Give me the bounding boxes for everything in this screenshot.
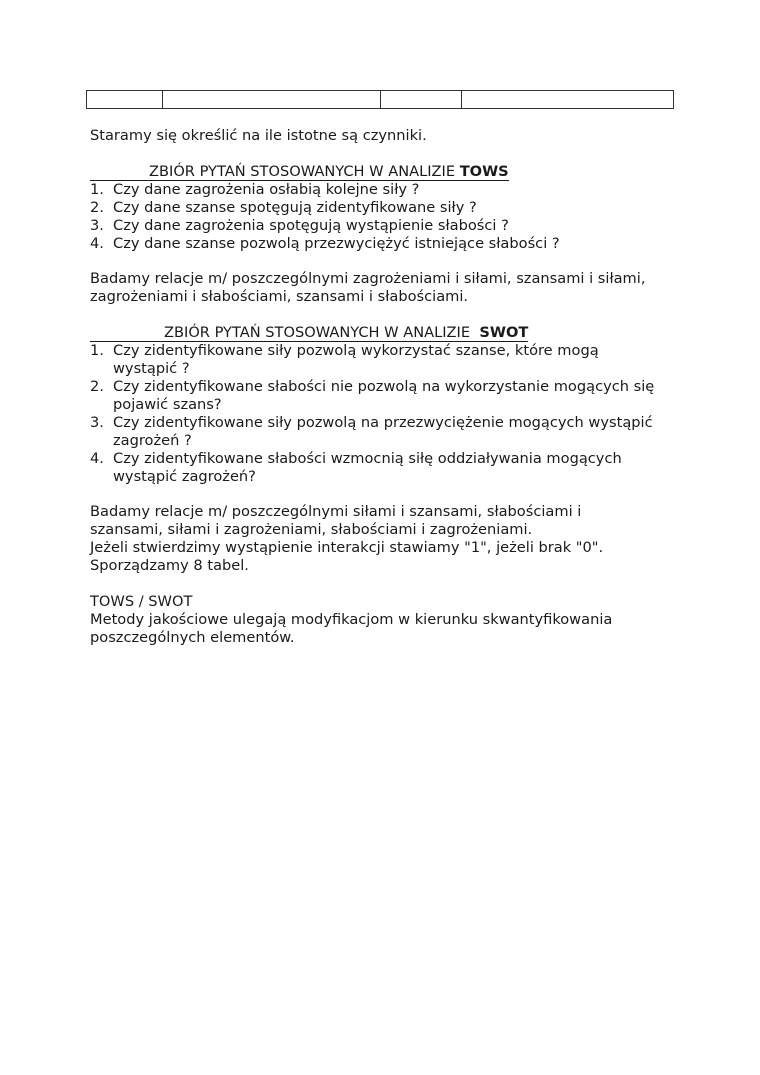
swot-tables: Sporządzamy 8 tabel. <box>90 557 249 574</box>
swot-heading-bold: SWOT <box>479 323 529 341</box>
swot-heading <box>90 324 690 342</box>
swot-note: Badamy relacje m/ poszczególnymi siłami i szansami, słabościami i szansami, siłami i zagrożeniami, słabościami i zagrożeniami. <box>90 503 582 538</box>
table-cell <box>87 91 163 109</box>
list-item: 1. Czy dane zagrożenia osłabią kolejne siły ? <box>90 180 420 198</box>
table-cell <box>381 91 462 109</box>
tows-heading-text: ZBIÓR PYTAŃ STOSOWANYCH W ANALIZIE <box>149 162 460 180</box>
document-body <box>90 127 690 647</box>
table-cell <box>163 91 381 109</box>
list-item: 2. Czy dane szanse spotęgują zidentyfikowane siły ? <box>90 198 477 216</box>
list-item: 4. Czy dane szanse pozwolą przezwyciężyć istniejące słabości ? <box>90 234 560 252</box>
tows-heading-bold: TOWS <box>459 162 509 180</box>
table-cell <box>462 91 674 109</box>
list-item: 4. Czy zidentyfikowane słabości wzmocnią siłę oddziaływania mogących wystąpić zagrożeń? <box>90 449 622 485</box>
swot-rule: Jeżeli stwierdzimy wystąpienie interakcji stawiamy "1", jeżeli brak "0". <box>90 539 604 556</box>
list-item: 3. Czy zidentyfikowane siły pozwolą na przezwyciężenie mogących wystąpić zagrożeń ? <box>90 413 653 449</box>
swot-heading-text: ZBIÓR PYTAŃ STOSOWANYCH W ANALIZIE <box>164 323 480 341</box>
list-item: 1. Czy zidentyfikowane siły pozwolą wykorzystać szanse, które mogą wystąpić ? <box>90 341 599 377</box>
tows-heading <box>90 163 690 181</box>
list-item: 3. Czy dane zagrożenia spotęgują wystąpienie słabości ? <box>90 216 509 234</box>
empty-table-row <box>86 90 674 109</box>
tows-note: Badamy relacje m/ poszczególnymi zagrożeniami i siłami, szansami i siłami, zagrożeniami i słabościami, szansami i słabościami. <box>90 270 646 305</box>
closing-title: TOWS / SWOT <box>90 592 193 610</box>
intro-text: Staramy się określić na ile istotne są czynniki. <box>90 127 427 144</box>
swot-question-list <box>90 342 665 486</box>
tows-question-list <box>90 181 690 253</box>
list-item: 2. Czy zidentyfikowane słabości nie pozwolą na wykorzystanie mogących się pojawić szans? <box>90 377 655 413</box>
closing-text: Metody jakościowe ulegają modyfikacjom w kierunku skwantyfikowania poszczególnych elementów. <box>90 610 613 646</box>
